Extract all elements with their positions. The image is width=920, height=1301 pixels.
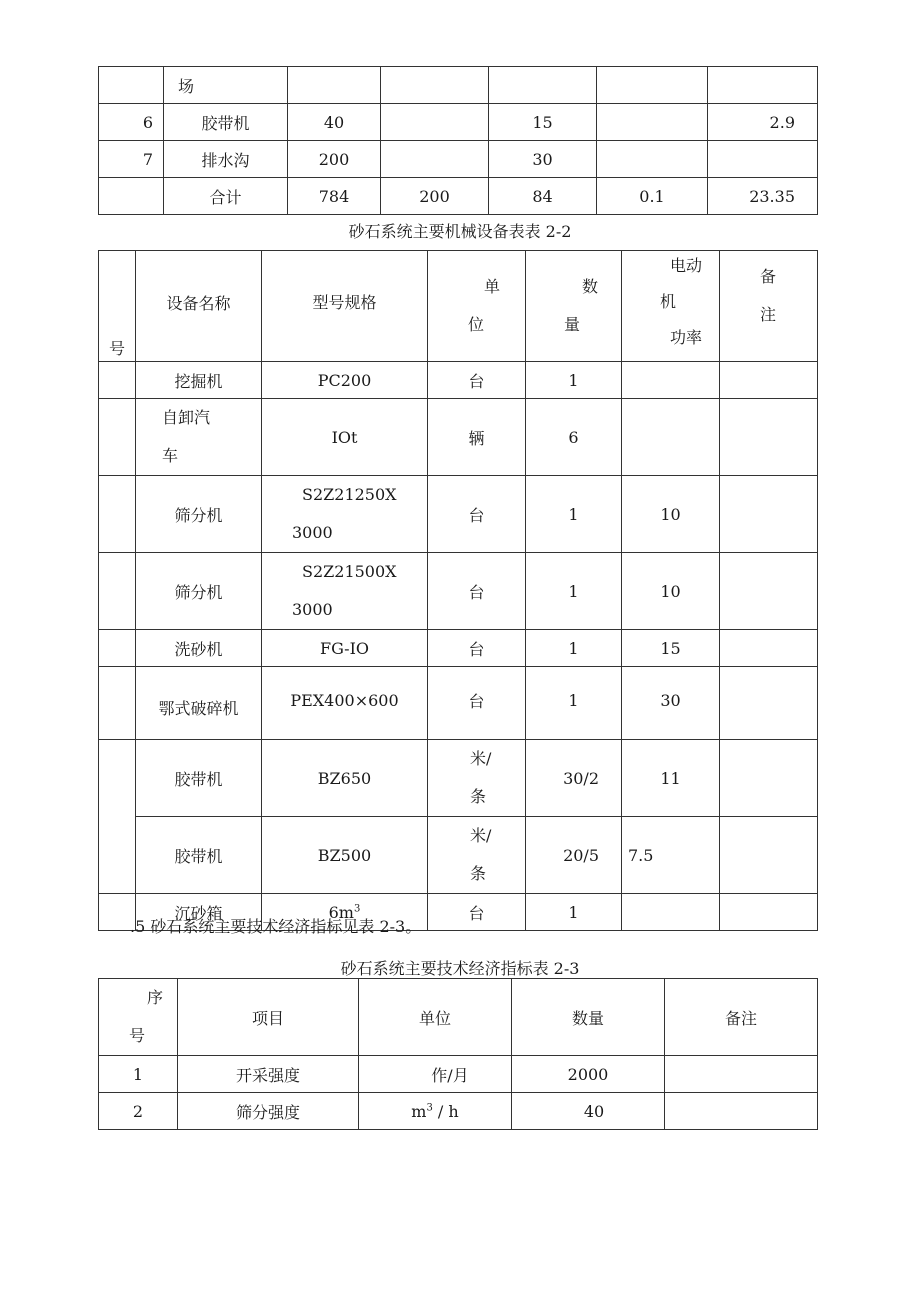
table-row: 合计 784 200 84 0.1 23.35 — [99, 178, 818, 215]
table-caption-2-2: 砂石系统主要机械设备表表 2-2 — [348, 222, 572, 241]
table-row: 挖掘机 PC200 台 1 — [99, 362, 818, 399]
table-caption-2-3: 砂石系统主要技术经济指标表 2-3 — [340, 959, 580, 978]
table-header-row: 序 号 项目 单位 数量 备注 — [99, 979, 818, 1056]
table-row: 场 — [99, 67, 818, 104]
paragraph-text: .5 砂石系统主要技术经济指标见表 2-3。 — [130, 917, 422, 936]
table-row: 自卸汽 车 IOt 辆 6 — [99, 399, 818, 476]
table-row: 7 排水沟 200 30 — [99, 141, 818, 178]
table-row: 2 筛分强度 $m^3$ / h 40 — [99, 1093, 818, 1130]
table-header-row: 号 设备名称 型号规格 单 位 数 量 电动 机 功率 备 注 — [99, 251, 818, 362]
table-row: 筛分机 S2Z21500X 3000 台 1 10 — [99, 553, 818, 630]
table-continued — [98, 66, 818, 215]
table-row: 筛分机 S2Z21250X 3000 台 1 10 — [99, 476, 818, 553]
table-row: 胶带机 BZ650 米/ 条 30/2 11 — [99, 740, 818, 817]
table-row: 沉砂箱 $6m^3$ 台 1 — [99, 894, 818, 931]
table-row: 鄂式破碎机 PEX400×600 台 1 30 — [99, 667, 818, 740]
table-row: 1 开采强度 作/月 2000 — [99, 1056, 818, 1093]
table-row: 6 胶带机 40 15 2.9 — [99, 104, 818, 141]
table-row: 胶带机 BZ500 米/ 条 20/5 7.5 — [99, 817, 818, 894]
indicator-table — [98, 978, 818, 1130]
table-row: 洗砂机 FG-IO 台 1 15 — [99, 630, 818, 667]
equipment-table — [98, 250, 818, 931]
